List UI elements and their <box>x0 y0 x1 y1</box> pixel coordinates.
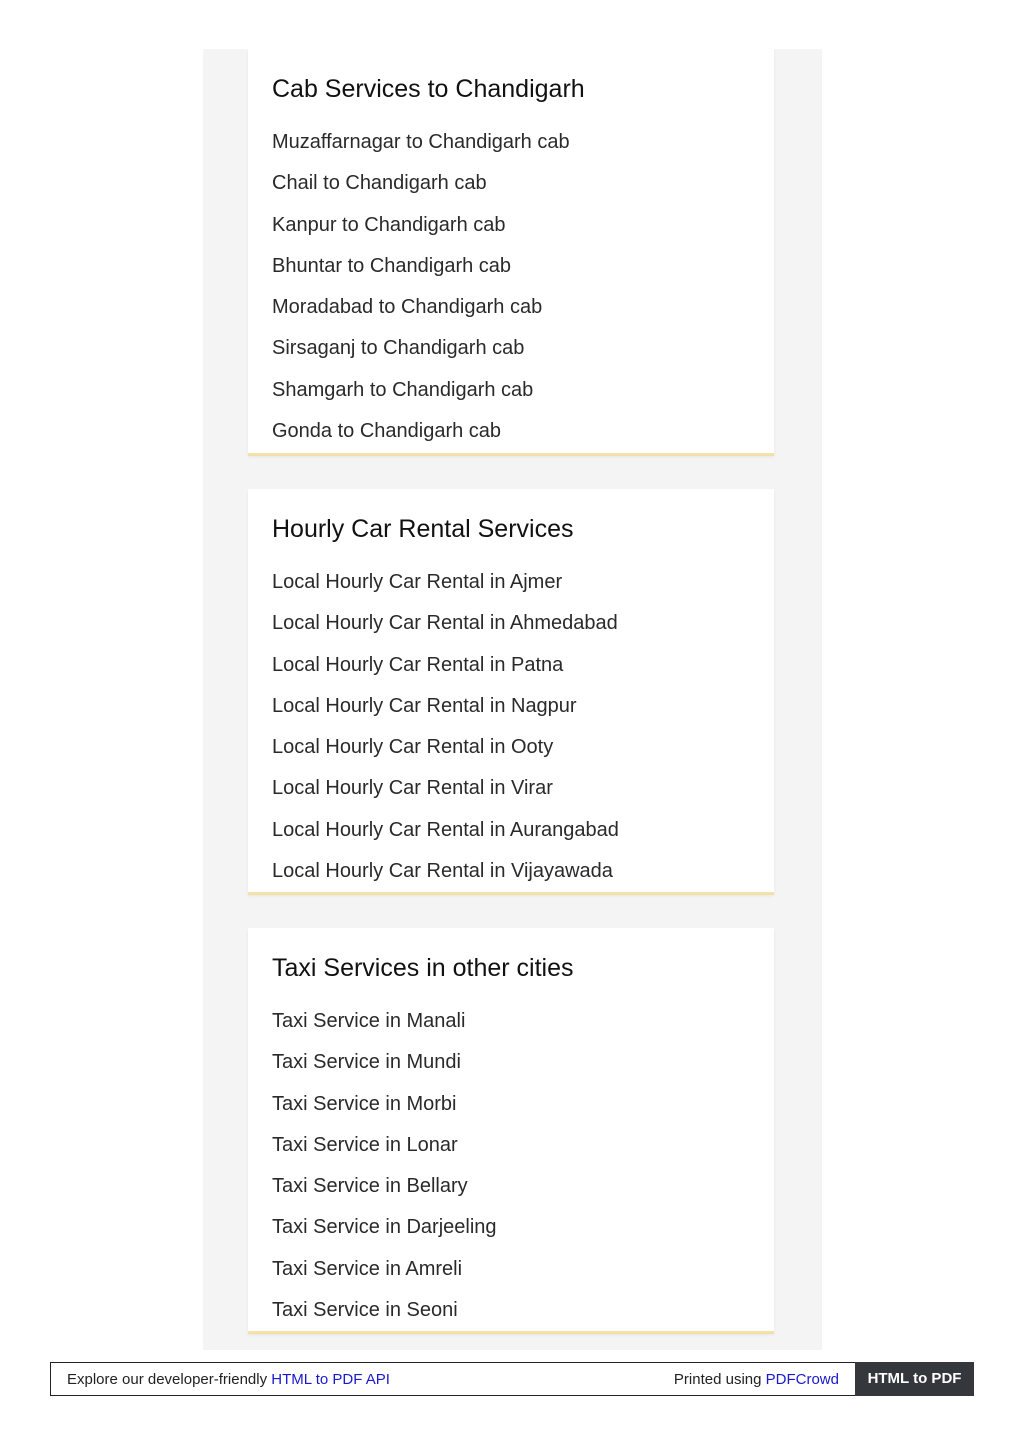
list-item-link[interactable]: Taxi Service in Manali <box>272 1010 466 1032</box>
list-item-link[interactable]: Muzaffarnagar to Chandigarh cab <box>272 131 570 153</box>
list-item-link[interactable]: Local Hourly Car Rental in Ahmedabad <box>272 612 618 635</box>
list-item-link[interactable]: Moradabad to Chandigarh cab <box>272 296 543 319</box>
list-item-link[interactable]: Gonda to Chandigarh cab <box>272 420 502 443</box>
list-item-link[interactable]: Local Hourly Car Rental in Nagpur <box>272 694 577 717</box>
html-to-pdf-api-link[interactable]: HTML to PDF API <box>271 1371 390 1388</box>
footer-left <box>67 1371 390 1388</box>
section-title: Cab Services to Chandigarh <box>272 75 585 103</box>
list-item-link[interactable]: Taxi Service in Seoni <box>272 1299 458 1322</box>
list-item-link[interactable]: Taxi Service in Mundi <box>272 1051 461 1074</box>
hourly-rental-card <box>248 489 774 894</box>
list-item-link[interactable]: Local Hourly Car Rental in Patna <box>272 653 564 676</box>
list-item-link[interactable]: Local Hourly Car Rental in Aurangabad <box>272 818 619 841</box>
taxi-services-card <box>248 928 774 1333</box>
list-item-link[interactable]: Taxi Service in Morbi <box>272 1092 457 1115</box>
list-item-link[interactable]: Chail to Chandigarh cab <box>272 172 487 195</box>
list-item-link[interactable]: Local Hourly Car Rental in Ooty <box>272 736 554 759</box>
link-list[interactable] <box>272 129 752 443</box>
footer-right <box>674 1371 839 1388</box>
list-item-link[interactable]: Kanpur to Chandigarh cab <box>272 213 506 236</box>
list-item-link[interactable]: Bhuntar to Chandigarh cab <box>272 254 512 277</box>
html-to-pdf-badge[interactable]: HTML to PDF <box>855 1362 974 1396</box>
list-item-link[interactable]: Shamgarh to Chandigarh cab <box>272 378 534 401</box>
link-list[interactable] <box>272 1008 752 1322</box>
list-item-link[interactable]: Local Hourly Car Rental in Virar <box>272 777 553 800</box>
list-item-link[interactable]: Taxi Service in Lonar <box>272 1133 458 1156</box>
footer-right-text: Printed using <box>673 1371 766 1388</box>
pdfcrowd-link[interactable]: PDFCrowd <box>765 1371 839 1388</box>
list-item-link[interactable]: Sirsaganj to Chandigarh cab <box>272 337 525 360</box>
footer-left-text: Explore our developer-friendly <box>67 1371 272 1388</box>
section-title: Taxi Services in other cities <box>272 954 574 982</box>
list-item-link[interactable]: Taxi Service in Darjeeling <box>272 1216 497 1239</box>
section-title: Hourly Car Rental Services <box>272 515 574 543</box>
pdfcrowd-footer <box>50 1362 974 1396</box>
list-item-link[interactable]: Taxi Service in Bellary <box>272 1175 468 1198</box>
list-item-link[interactable]: Local Hourly Car Rental in Ajmer <box>272 571 563 593</box>
list-item-link[interactable]: Local Hourly Car Rental in Vijayawada <box>272 860 613 883</box>
list-item-link[interactable]: Taxi Service in Amreli <box>272 1257 463 1280</box>
link-list[interactable] <box>272 569 752 883</box>
cab-services-card <box>248 49 774 455</box>
